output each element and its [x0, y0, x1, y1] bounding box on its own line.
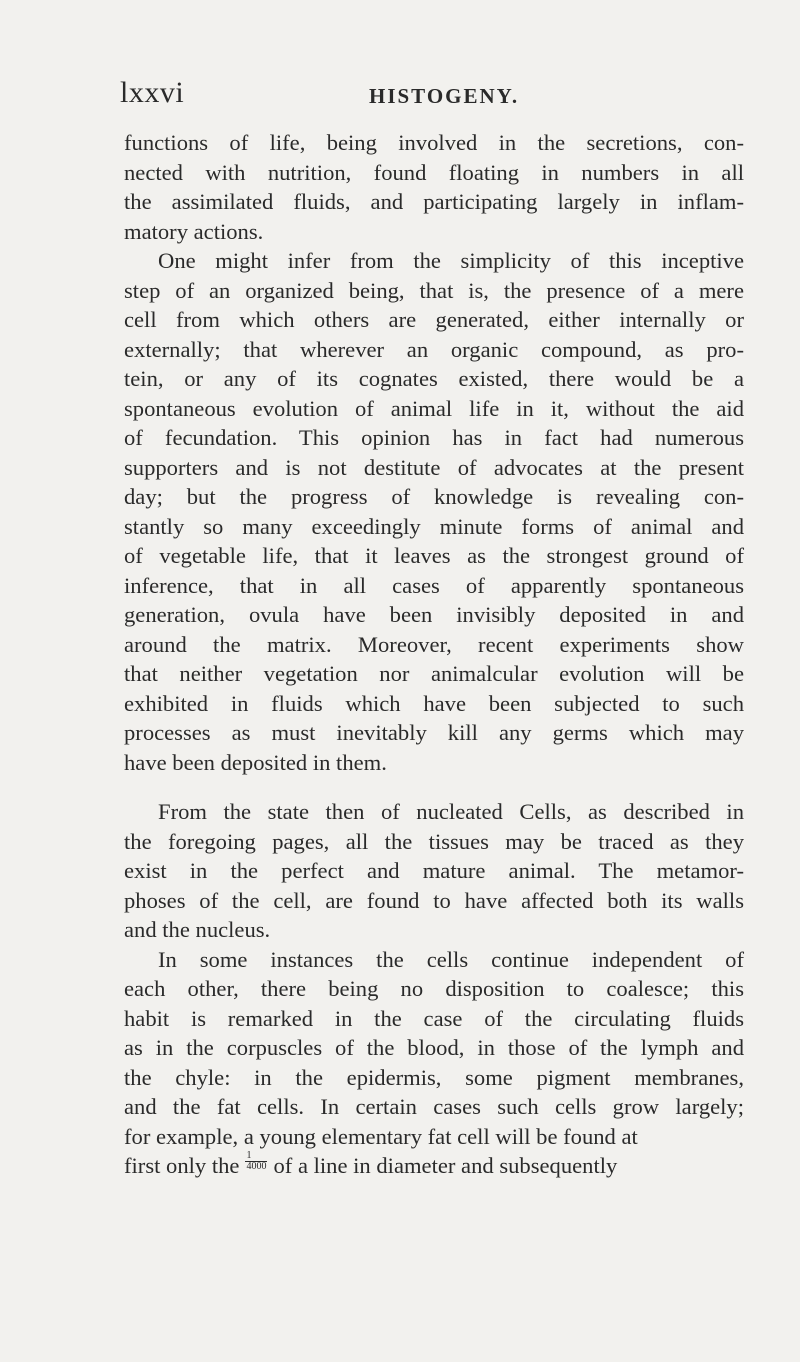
text-line: the chyle: in the epidermis, some pigment membranes,	[124, 1064, 744, 1090]
text-line: inference, that in all cases of apparently spontaneous	[124, 572, 744, 598]
final-line-after: of a line in diameter and subsequently	[273, 1153, 618, 1178]
text-line: One might infer from the simplicity of this inceptive	[158, 248, 744, 273]
text-line: functions of life, being involved in the secretions, con-	[124, 130, 744, 155]
paragraph	[124, 797, 744, 945]
text-line: matory actions.	[124, 218, 264, 244]
text-line: around the matrix. Moreover, recent experiments show	[124, 631, 744, 657]
final-line	[124, 1151, 744, 1181]
paragraph	[124, 945, 744, 1152]
text-line: and the nucleus.	[124, 917, 271, 942]
page-number: lxxvi	[120, 76, 185, 109]
text-line: exist in the perfect and mature animal. The metamor-	[124, 858, 744, 883]
paragraph-gap	[124, 777, 744, 797]
fraction-denominator: 4000	[246, 1161, 267, 1172]
fraction	[245, 1151, 267, 1172]
text-line: of vegetable life, that it leaves as the strongest ground of	[124, 543, 744, 568]
text-line: day; but the progress of knowledge is revealing con-	[124, 484, 744, 509]
text-line: cell from which others are generated, either internally or	[124, 307, 744, 332]
text-line: each other, there being no disposition to coalesce; this	[124, 976, 744, 1001]
text-line: generation, ovula have been invisibly deposited in and	[124, 602, 744, 627]
text-line: the foregoing pages, all the tissues may be traced as they	[124, 828, 744, 854]
text-line: as in the corpuscles of the blood, in those of the lymph and	[124, 1035, 744, 1060]
text-line: stantly so many exceedingly minute forms of animal and	[124, 513, 744, 539]
text-line: for example, a young elementary fat cell will be found at	[124, 1123, 638, 1149]
text-line: habit is remarked in the case of the circulating fluids	[124, 1005, 744, 1031]
text-line: From the state then of nucleated Cells, as described in	[158, 799, 744, 824]
text-line: spontaneous evolution of animal life in it, without the aid	[124, 395, 744, 421]
fraction-numerator: 1	[245, 1151, 267, 1162]
text-line: exhibited in fluids which have been subjected to such	[124, 690, 744, 716]
paragraph	[124, 246, 744, 777]
text-line: In some instances the cells continue independent of	[158, 946, 744, 972]
paragraphs	[124, 128, 744, 1151]
paragraph	[124, 128, 744, 246]
text-line: step of an organized being, that is, the presence of a mere	[124, 277, 744, 303]
final-line-before: first only the	[124, 1153, 240, 1178]
text-line: and the fat cells. In certain cases such cells grow largely;	[124, 1094, 744, 1119]
text-line: the assimilated fluids, and participating largely in inflam-	[124, 189, 744, 214]
text-line: have been deposited in them.	[124, 749, 387, 775]
text-line: supporters and is not destitute of advocates at the present	[124, 454, 744, 480]
text-line: of fecundation. This opinion has in fact had numerous	[124, 425, 744, 450]
text-line: that neither vegetation nor animalcular evolution will be	[124, 661, 744, 686]
text-line: tein, or any of its cognates existed, there would be a	[124, 366, 744, 391]
text-line: nected with nutrition, found floating in numbers in all	[124, 159, 744, 185]
text-line: processes as must inevitably kill any germs which may	[124, 720, 744, 745]
running-head	[120, 76, 740, 116]
text-line: phoses of the cell, are found to have affected both its walls	[124, 887, 744, 913]
body-text	[124, 128, 744, 1181]
text-line: externally; that wherever an organic compound, as pro-	[124, 336, 744, 362]
page-header-title: HISTOGENY.	[369, 84, 520, 108]
